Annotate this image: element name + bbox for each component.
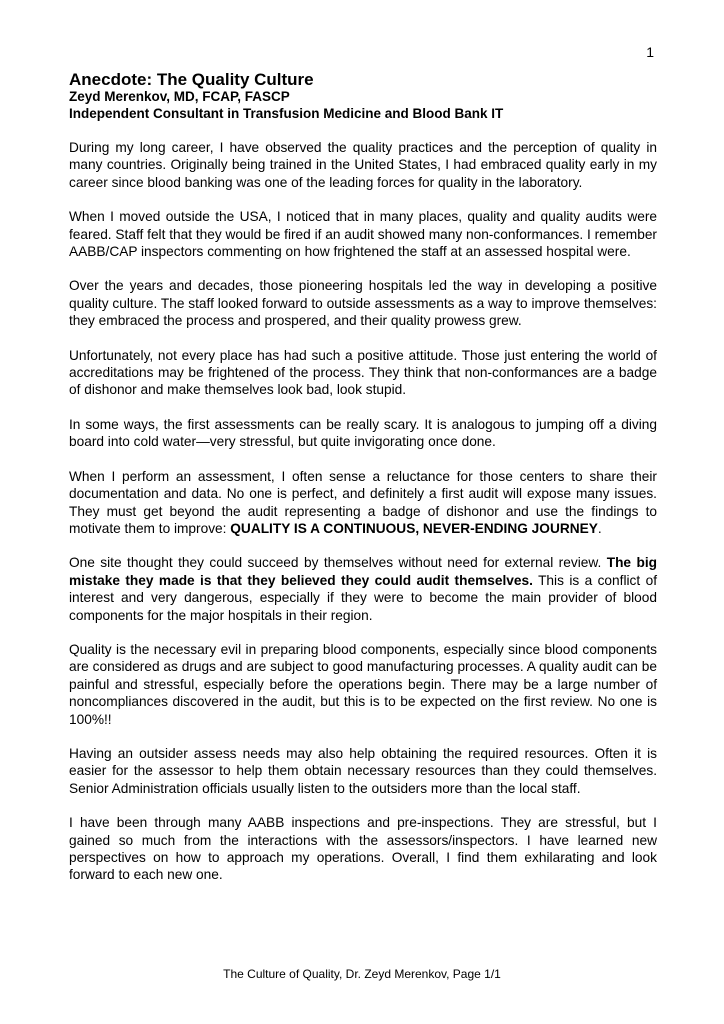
- paragraph-10: I have been through many AABB inspections and pre-inspections. They are stressful, but I gained so much from the interactions with the assessors/inspectors. I have learned new perspectives on how to approach my operations. Overall, I find them exhilarating and look forward to each new one.: [69, 815, 657, 883]
- paragraph-7-emphasis: The big mistake they made is that they believed they could audit themselves.: [69, 555, 657, 588]
- paragraph-3: Over the years and decades, those pioneering hospitals led the way in developing a positive quality culture. The staff looked forward to outside assessments as a way to improve themselves: they embraced the process and prospered, and their quality prowess grew.: [69, 278, 657, 329]
- paragraph-7-text: One site thought they could succeed by themselves without need for external review.: [69, 555, 607, 571]
- paragraph-6: [69, 468, 657, 538]
- paragraph-7-tail: This is a conflict of interest and very dangerous, especially if they were to become the main provider of blood components for the major hospitals in their region.: [69, 572, 657, 623]
- author-affiliation: Independent Consultant in Transfusion Medicine and Blood Bank IT: [69, 105, 504, 121]
- document-body: [69, 70, 657, 884]
- paragraph-2: When I moved outside the USA, I noticed that in many places, quality and quality audits were feared. Staff felt that they would be fired if an audit showed many non-conformances. I remember AABB/CAP inspectors commenting on how frightened the staff at an assessed hospital were.: [69, 209, 657, 260]
- paragraph-6-emphasis: QUALITY IS A CONTINUOUS, NEVER-ENDING JOURNEY: [230, 520, 598, 536]
- paragraph-4: Unfortunately, not every place has had such a positive attitude. Those just entering the world of accreditations may be frightened of the process. They think that non-conformances are a badge of dishonor and make themselves look bad, look stupid.: [69, 347, 657, 398]
- page-number: 1: [646, 44, 654, 60]
- document-title: Anecdote: The Quality Culture: [69, 70, 314, 89]
- paragraph-8: Quality is the necessary evil in preparing blood components, especially since blood components are considered as drugs and are subject to good manufacturing processes. A quality audit can be painful and stressful, especially before the operations begin. There may be a large number of noncompliances discovered in the audit, but this is to be expected on the first review. No one is 100%!!: [69, 641, 657, 727]
- paragraph-5: In some ways, the first assessments can be really scary. It is analogous to jumping off a diving board into cold water—very stressful, but quite invigorating once done.: [69, 416, 657, 450]
- author-name: Zeyd Merenkov, MD, FCAP, FASCP: [69, 89, 290, 104]
- paragraph-6-tail: .: [597, 520, 602, 536]
- paragraph-6-text: When I perform an assessment, I often sense a reluctance for those centers to share their documentation and data. No one is perfect, and definitely a first audit will expose many issues. They must get beyond the audit representing a badge of dishonor and use the findings to motivate them to improve:: [69, 468, 657, 536]
- paragraph-7: [69, 554, 657, 624]
- paragraph-1: During my long career, I have observed the quality practices and the perception of quality in many countries. Originally being trained in the United States, I had embraced quality early in my career since blood banking was one of the leading forces for quality in the laboratory.: [69, 140, 657, 190]
- paragraph-9: Having an outsider assess needs may also help obtaining the required resources. Often it is easier for the assessor to help them obtain necessary resources than they could themselves. Senior Administration officials usually listen to the outsiders more than the local staff.: [69, 745, 657, 796]
- page-footer: The Culture of Quality, Dr. Zeyd Merenkov, Page 1/1: [223, 967, 501, 981]
